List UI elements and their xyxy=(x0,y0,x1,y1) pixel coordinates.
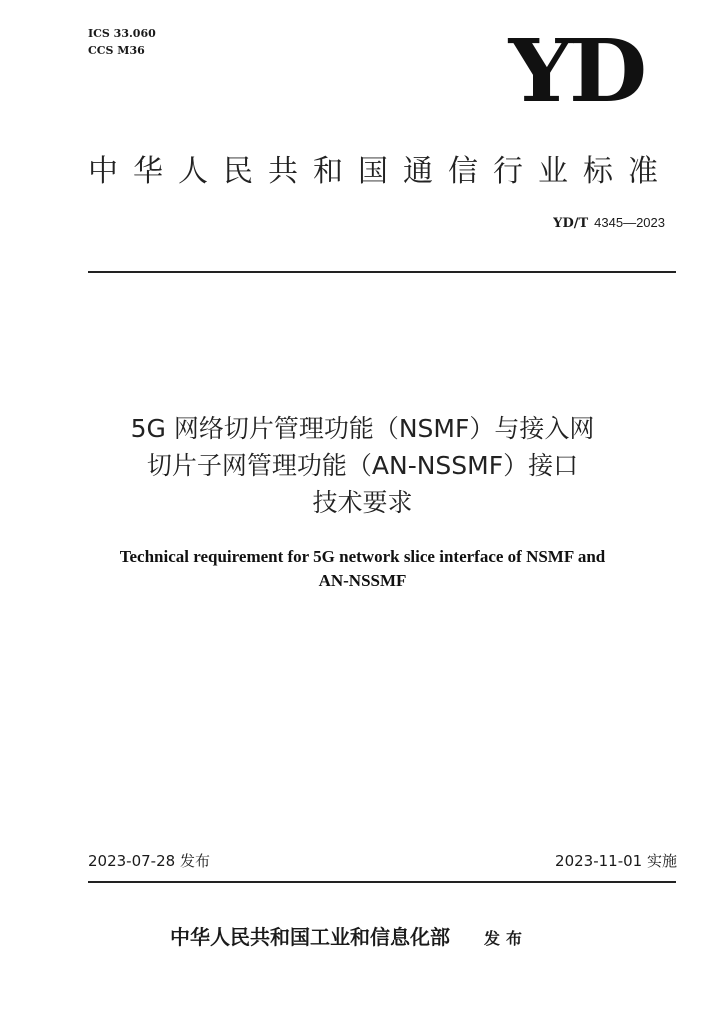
chinese-title-line: 技术要求 xyxy=(312,488,413,517)
standard-number-prefix: YD/T xyxy=(553,216,589,231)
chinese-title-line: 5G 网络切片管理功能（NSMF）与接入网 xyxy=(130,414,595,443)
yd-logo: YD xyxy=(508,21,643,122)
bottom-divider xyxy=(88,881,676,883)
standard-category-title: 中华人民共和国通信行业标准 xyxy=(88,154,673,189)
publish-label: 发布 xyxy=(484,929,529,948)
publisher-name: 中华人民共和国工业和信息化部 xyxy=(170,925,450,949)
chinese-title xyxy=(40,410,685,521)
english-title-line: AN-NSSMF xyxy=(318,571,407,590)
english-title xyxy=(50,545,675,593)
issue-date: 2023-07-28 发布 xyxy=(88,852,210,870)
top-divider xyxy=(88,271,676,273)
standard-number-value: 4345—2023 xyxy=(594,215,665,230)
standard-number xyxy=(553,214,665,233)
implementation-date: 2023-11-01 实施 xyxy=(555,852,677,870)
ccs-code: CCS M36 xyxy=(88,44,145,57)
classification-codes xyxy=(88,25,156,59)
english-title-line: Technical requirement for 5G network slice interface of NSMF and xyxy=(119,547,606,566)
ics-code: ICS 33.060 xyxy=(88,27,156,40)
publisher-line xyxy=(170,924,528,952)
chinese-title-line: 切片子网管理功能（AN-NSSMF）接口 xyxy=(146,451,579,480)
